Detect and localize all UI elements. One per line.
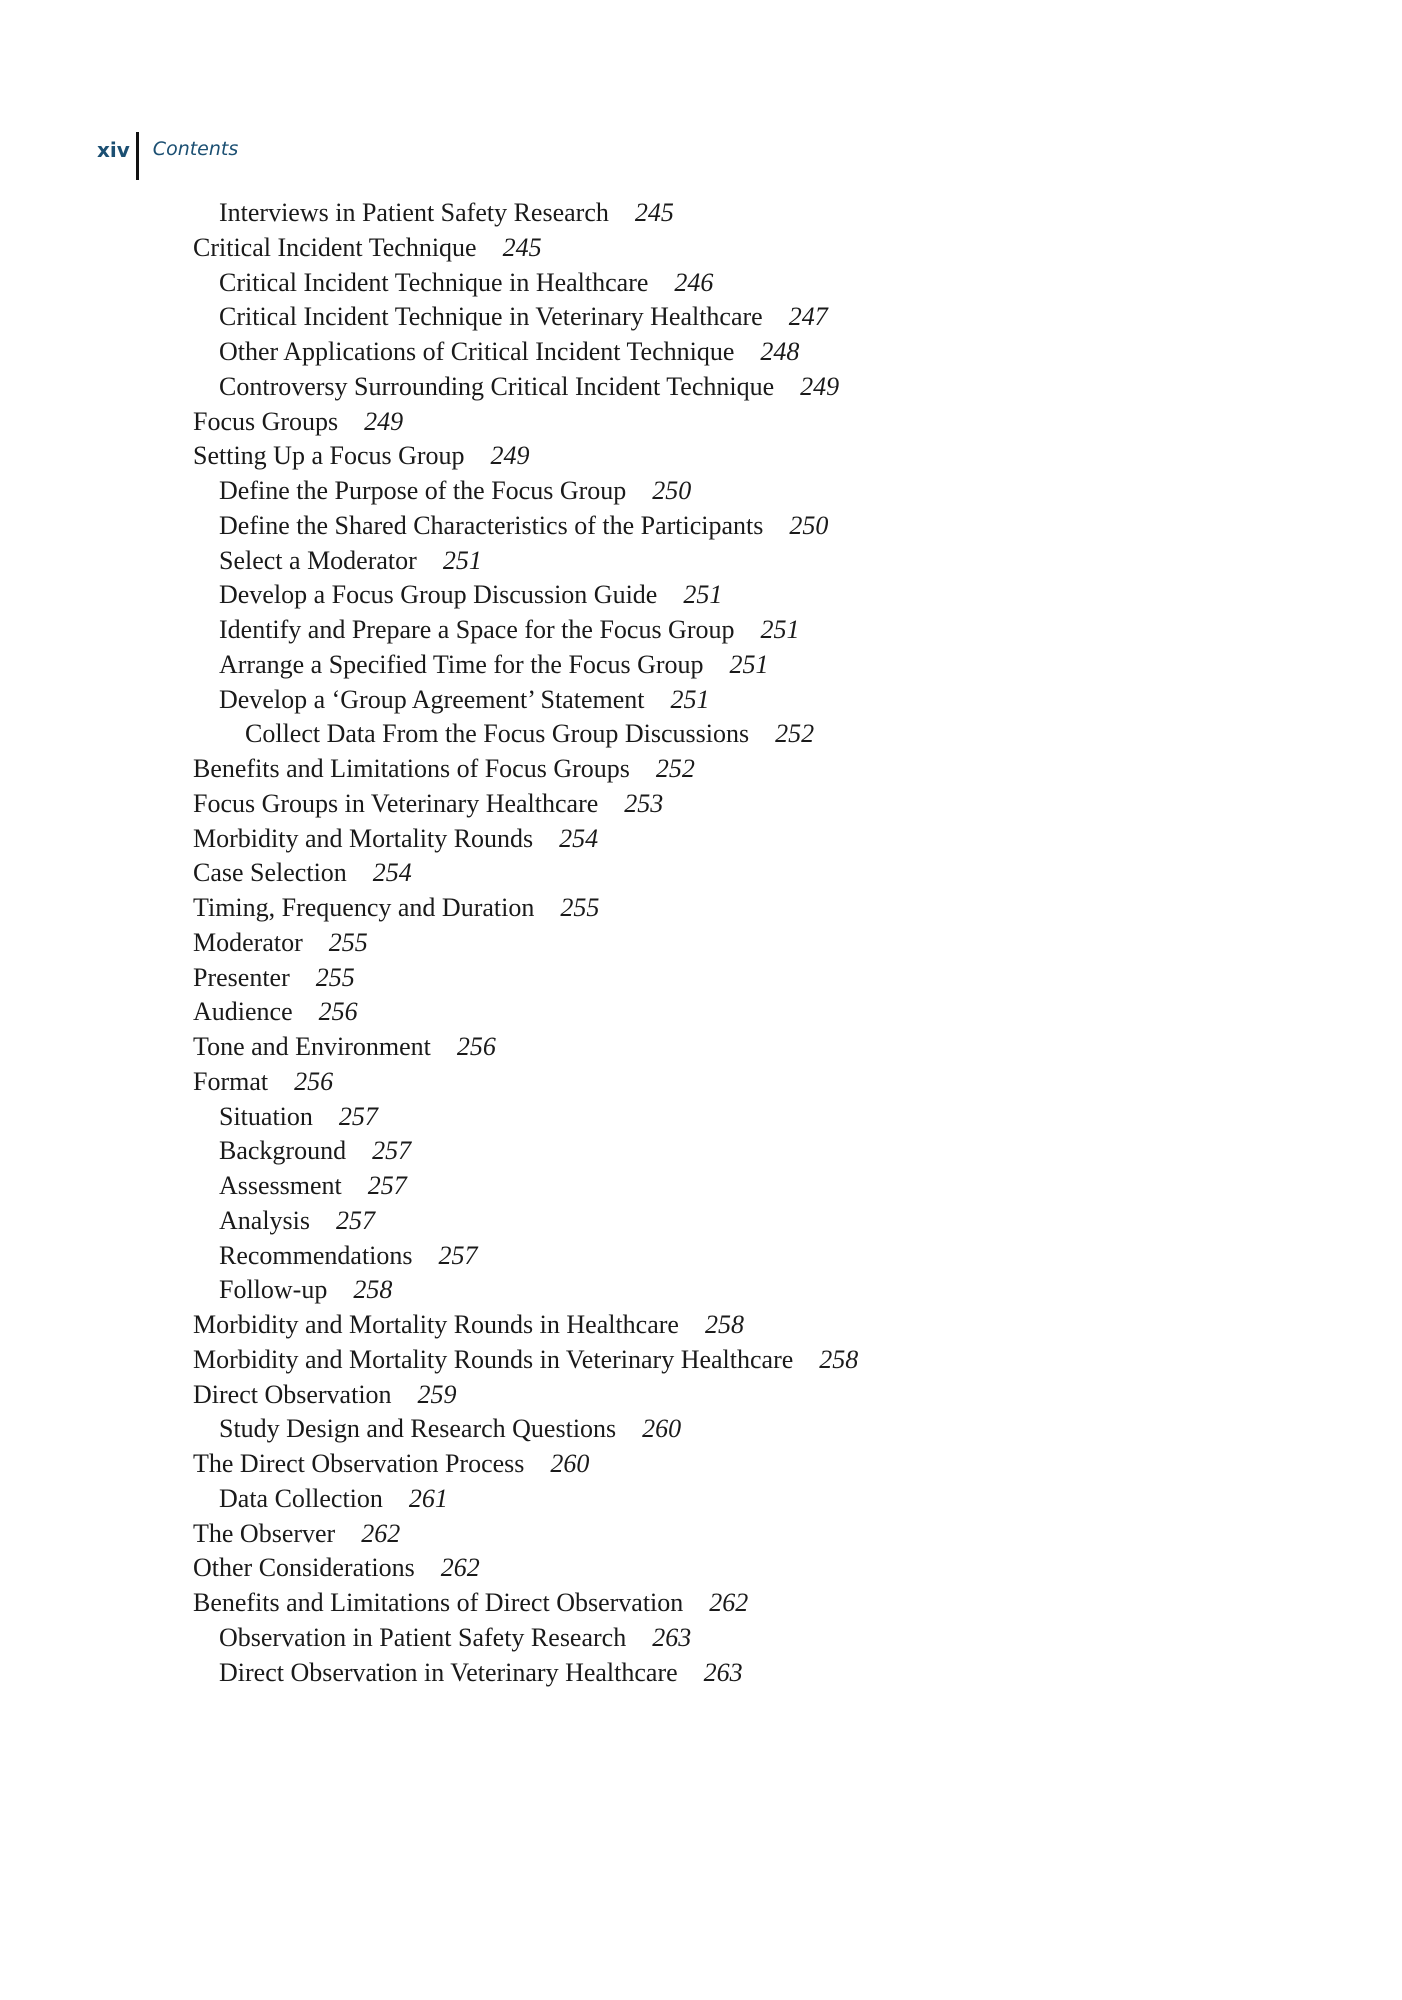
toc-entry-page: 249 [490, 441, 530, 471]
toc-entry-page: 251 [683, 580, 723, 610]
toc-entry-page: 250 [652, 476, 692, 505]
toc-entry-page: 261 [408, 1483, 448, 1513]
toc-entry-page: 249 [800, 371, 840, 401]
toc-entry-title: Format [193, 1066, 269, 1096]
toc-entry [193, 266, 858, 301]
toc-entry-title: Interviews in Patient Safety Research [219, 198, 609, 227]
toc-entry [193, 1447, 858, 1482]
toc-entry-title: Develop a Focus Group Discussion Guide [219, 580, 658, 610]
toc-entry [193, 1100, 858, 1135]
toc-entry-title: Critical Incident Technique [193, 232, 477, 262]
toc-entry-title: Timing, Frequency and Duration [193, 893, 535, 922]
toc-entry-title: Identify and Prepare a Space for the Focus Group [219, 615, 735, 644]
toc-entry-title: Recommendations [219, 1240, 413, 1270]
toc-entry [193, 231, 858, 266]
toc-entry-page: 249 [364, 406, 404, 436]
toc-entry-page: 251 [670, 684, 710, 714]
toc-entry [193, 1308, 858, 1343]
toc-entry [193, 405, 858, 440]
toc-entry-page: 251 [442, 545, 482, 575]
toc-entry [193, 613, 858, 648]
toc-entry [193, 1204, 858, 1239]
toc-entry-title: Focus Groups [193, 406, 339, 436]
toc-entry [193, 1482, 858, 1517]
toc-entry-title: Case Selection [193, 858, 347, 888]
toc-entry-title: Setting Up a Focus Group [193, 441, 465, 471]
toc-entry-page: 250 [789, 510, 829, 540]
toc-entry [193, 995, 858, 1030]
toc-entry [193, 370, 858, 405]
table-of-contents [193, 196, 858, 1690]
toc-entry-page: 245 [634, 198, 674, 227]
toc-entry [193, 1621, 858, 1656]
toc-entry [193, 1517, 858, 1552]
running-head-title: Contents [152, 138, 239, 160]
toc-entry [193, 822, 858, 857]
toc-entry-title: Presenter [193, 962, 290, 992]
toc-entry-title: Study Design and Research Questions [219, 1414, 617, 1444]
toc-entry-page: 263 [652, 1622, 692, 1652]
toc-entry-page: 247 [788, 302, 828, 332]
toc-entry [193, 474, 858, 509]
toc-entry-page: 260 [550, 1449, 590, 1478]
toc-entry-title: Morbidity and Mortality Rounds in Veterinary Healthcare [193, 1344, 794, 1374]
toc-entry [193, 787, 858, 822]
toc-entry [193, 1656, 858, 1691]
toc-entry-page: 251 [729, 649, 769, 679]
toc-entry-title: The Observer [193, 1518, 336, 1548]
toc-entry-page: 254 [559, 823, 599, 853]
toc-entry [193, 1551, 858, 1586]
toc-entry-title: Tone and Environment [193, 1032, 431, 1061]
toc-entry-title: Situation [219, 1101, 313, 1131]
toc-entry-page: 256 [318, 997, 358, 1027]
toc-entry [193, 683, 858, 718]
toc-entry-title: Audience [193, 997, 293, 1027]
toc-entry-page: 262 [361, 1518, 401, 1548]
toc-entry-title: Moderator [193, 927, 303, 957]
toc-entry [193, 926, 858, 961]
toc-entry-page: 257 [367, 1171, 407, 1200]
toc-entry-title: Other Applications of Critical Incident Technique [219, 337, 735, 366]
toc-entry [193, 1169, 858, 1204]
toc-entry-title: Focus Groups in Veterinary Healthcare [193, 788, 599, 818]
running-head [97, 132, 238, 180]
toc-entry [193, 578, 858, 613]
toc-entry-title: Data Collection [219, 1483, 383, 1513]
toc-entry [193, 891, 858, 926]
toc-entry-page: 252 [655, 754, 695, 783]
toc-entry-page: 252 [775, 719, 815, 749]
toc-entry-page: 258 [704, 1310, 744, 1339]
toc-entry-page: 262 [709, 1588, 749, 1617]
toc-entry [193, 1378, 858, 1413]
toc-entry [193, 648, 858, 683]
toc-entry-title: Arrange a Specified Time for the Focus Group [219, 649, 704, 679]
toc-entry [193, 1586, 858, 1621]
toc-entry [193, 752, 858, 787]
toc-entry-title: Background [219, 1136, 347, 1166]
toc-entry [193, 196, 858, 231]
toc-entry-page: 262 [440, 1553, 480, 1583]
toc-entry-page: 253 [624, 788, 664, 818]
toc-entry-title: Collect Data From the Focus Group Discussions [245, 719, 750, 749]
toc-entry [193, 1343, 858, 1378]
toc-entry-page: 256 [294, 1066, 334, 1096]
toc-entry-title: Assessment [219, 1171, 342, 1200]
toc-entry-page: 257 [372, 1136, 412, 1166]
toc-entry-title: Morbidity and Mortality Rounds in Healthcare [193, 1310, 679, 1339]
toc-entry-title: Analysis [219, 1205, 310, 1235]
toc-entry [193, 509, 858, 544]
toc-entry [193, 1412, 858, 1447]
toc-entry-page: 257 [338, 1101, 378, 1131]
toc-entry-title: Observation in Patient Safety Research [219, 1622, 627, 1652]
toc-entry-page: 256 [456, 1032, 496, 1061]
toc-entry [193, 961, 858, 996]
toc-entry-title: Critical Incident Technique in Veterinary Healthcare [219, 302, 763, 332]
toc-entry-page: 255 [328, 927, 368, 957]
toc-entry [193, 1239, 858, 1274]
toc-entry [193, 544, 858, 579]
toc-entry-title: Select a Moderator [219, 545, 417, 575]
toc-entry-page: 254 [372, 858, 412, 888]
toc-entry-page: 248 [760, 337, 800, 366]
toc-entry-page: 263 [703, 1657, 743, 1687]
toc-entry-title: Morbidity and Mortality Rounds [193, 823, 534, 853]
page-number: xiv [97, 138, 130, 162]
toc-entry-title: Define the Purpose of the Focus Group [219, 476, 627, 505]
toc-entry [193, 1134, 858, 1169]
toc-entry-page: 257 [438, 1240, 478, 1270]
toc-entry-title: The Direct Observation Process [193, 1449, 525, 1478]
toc-entry-page: 246 [674, 267, 714, 297]
toc-entry [193, 1065, 858, 1100]
toc-entry-title: Direct Observation in Veterinary Healthcare [219, 1657, 678, 1687]
toc-entry-title: Critical Incident Technique in Healthcare [219, 267, 649, 297]
toc-entry-page: 258 [819, 1344, 859, 1374]
toc-entry-title: Direct Observation [193, 1379, 392, 1409]
header-divider [136, 132, 139, 180]
toc-entry-title: Define the Shared Characteristics of the Participants [219, 510, 764, 540]
toc-entry [193, 335, 858, 370]
toc-entry-page: 251 [760, 615, 800, 644]
toc-entry-page: 245 [502, 232, 542, 262]
toc-entry-page: 257 [336, 1205, 375, 1235]
toc-entry [193, 1030, 858, 1065]
toc-entry-title: Follow-up [219, 1275, 328, 1305]
toc-entry-title: Controversy Surrounding Critical Incident Technique [219, 371, 775, 401]
toc-entry [193, 1273, 858, 1308]
toc-entry-title: Benefits and Limitations of Focus Groups [193, 754, 630, 783]
toc-entry [193, 439, 858, 474]
toc-entry [193, 300, 858, 335]
toc-entry-page: 259 [417, 1379, 457, 1409]
toc-entry-title: Develop a ‘Group Agreement’ Statement [219, 684, 645, 714]
toc-entry [193, 717, 858, 752]
toc-entry-title: Benefits and Limitations of Direct Observation [193, 1588, 684, 1617]
toc-entry-title: Other Considerations [193, 1553, 415, 1583]
toc-entry-page: 260 [642, 1414, 682, 1444]
toc-entry-page: 255 [315, 962, 355, 992]
toc-entry-page: 255 [560, 893, 600, 922]
toc-entry-page: 258 [353, 1275, 393, 1305]
toc-entry [193, 856, 858, 891]
